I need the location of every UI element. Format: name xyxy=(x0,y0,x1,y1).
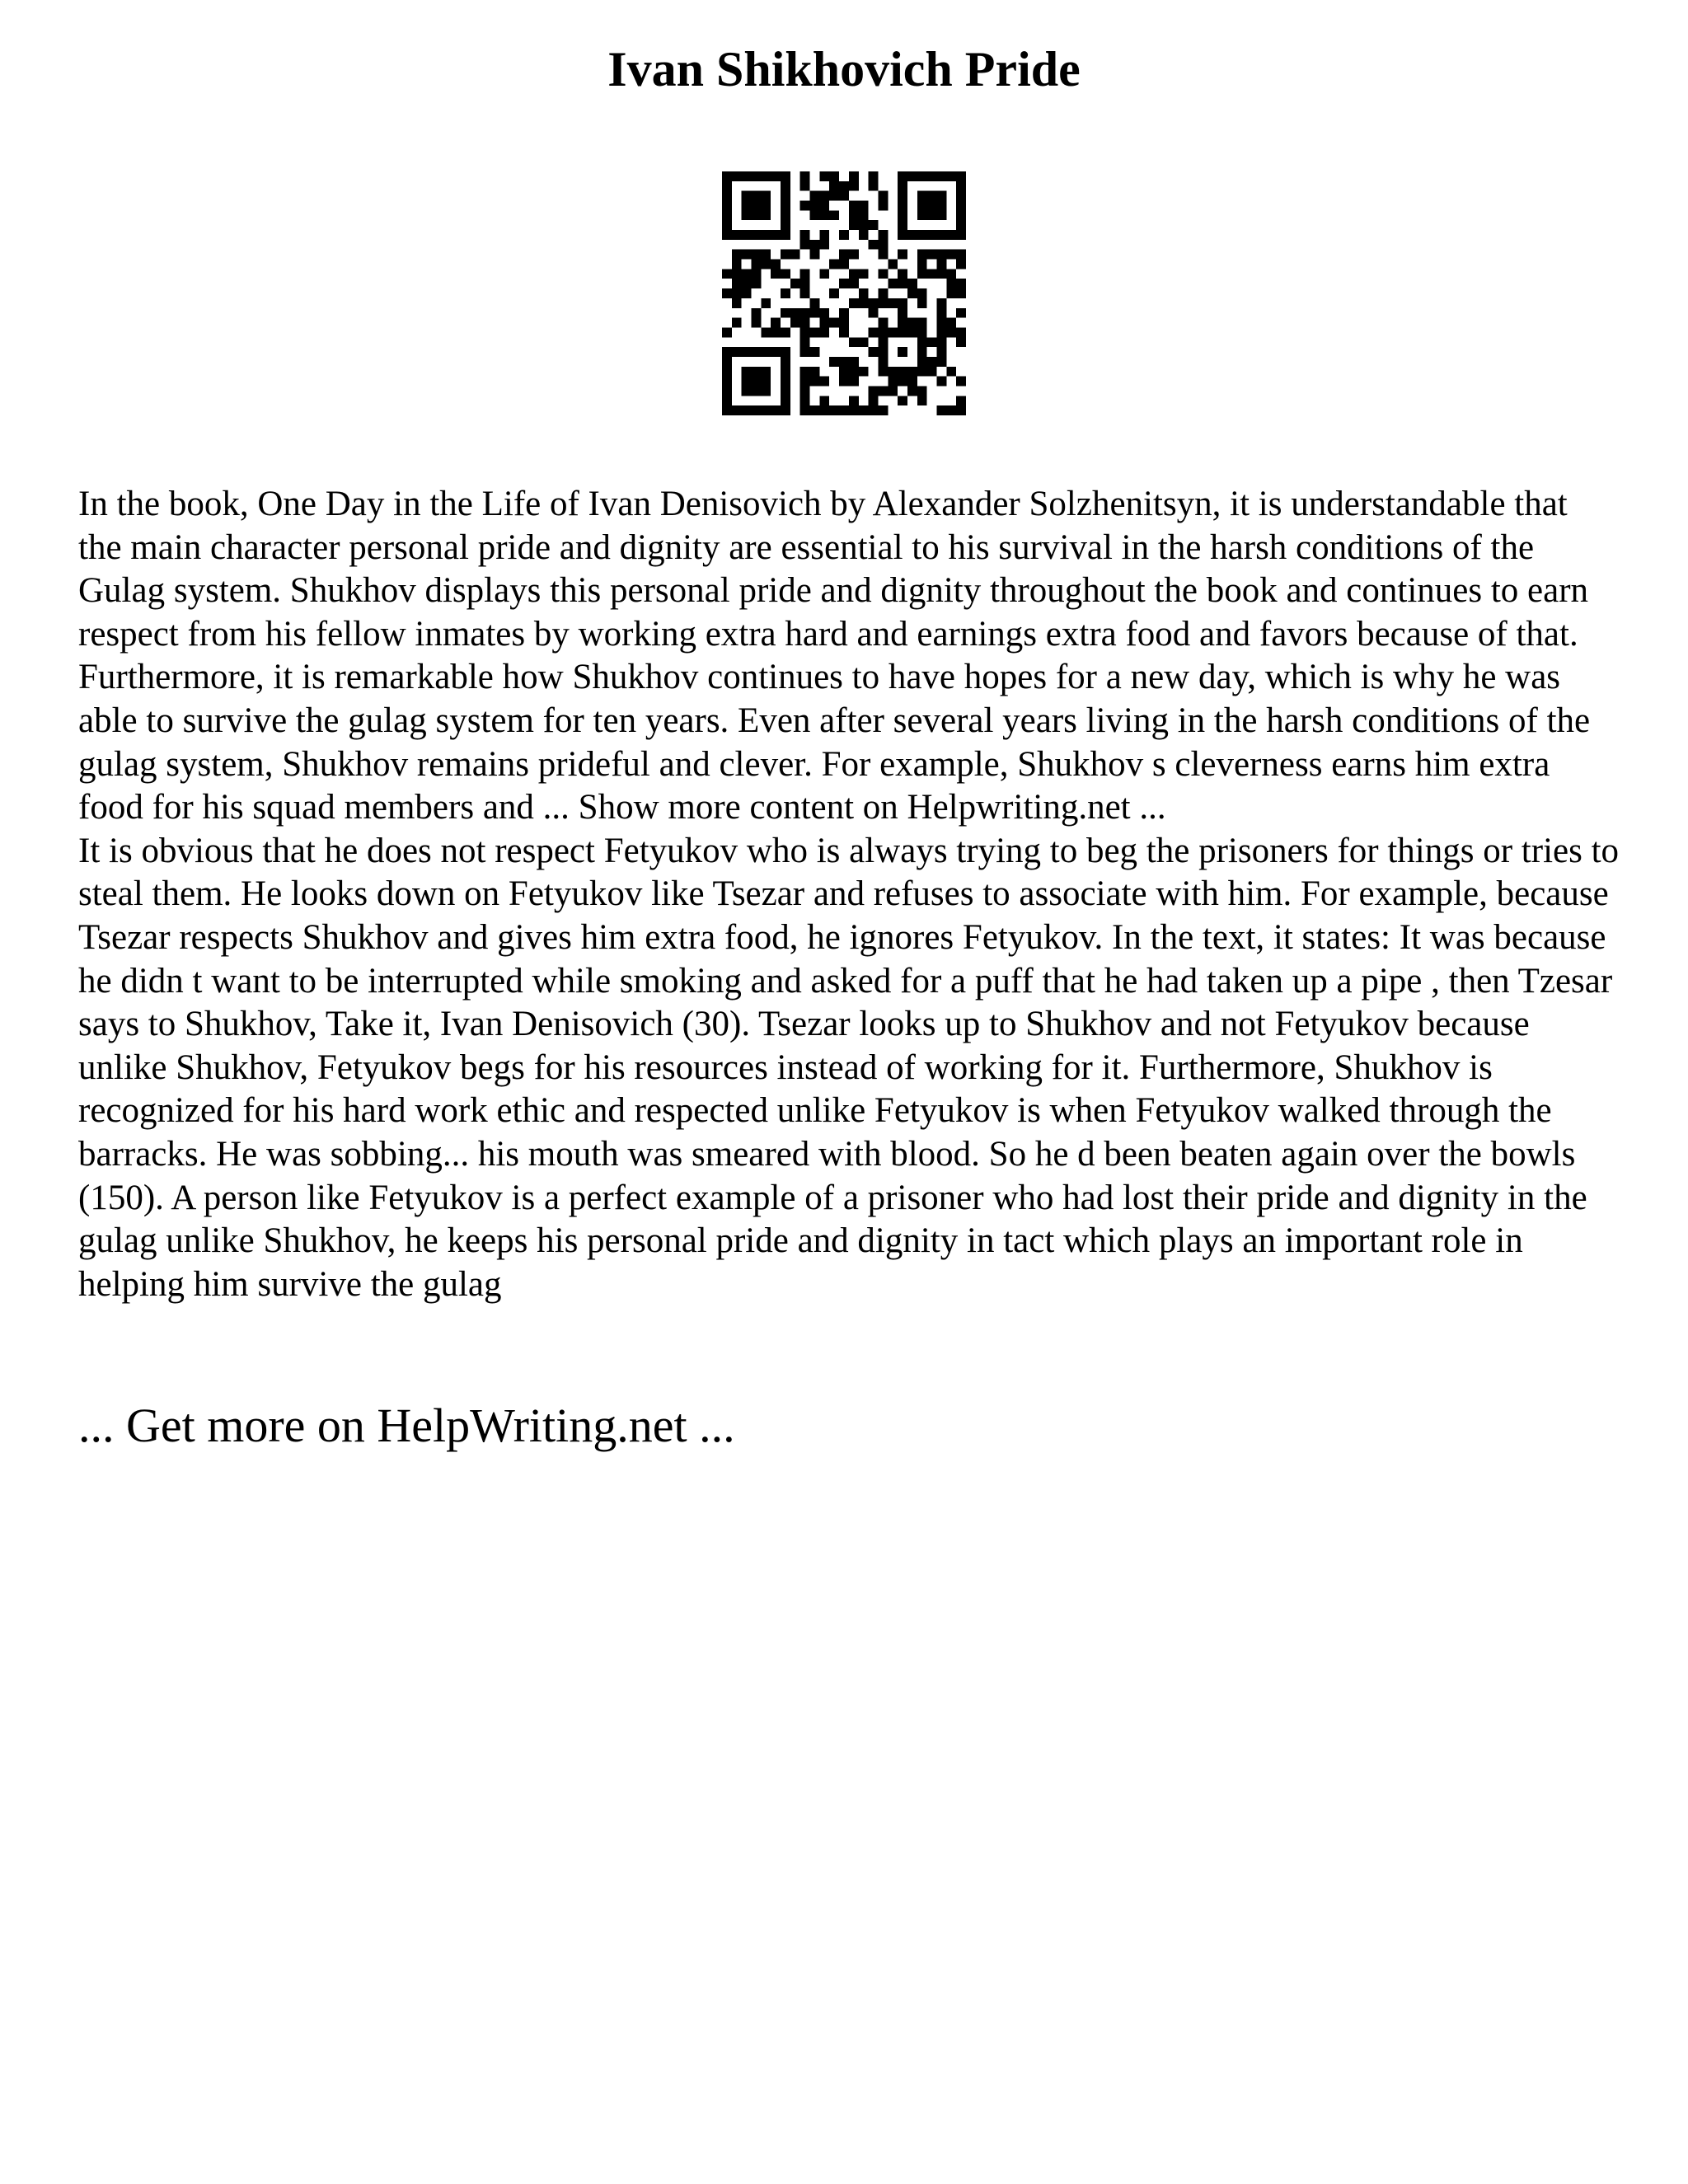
qr-code-icon xyxy=(722,171,966,415)
qr-code-graphic xyxy=(722,171,966,415)
get-more-link[interactable]: ... Get more on HelpWriting.net ... xyxy=(78,1399,735,1452)
paragraph-1: In the book, One Day in the Life of Ivan Denisovich by Alexander Solzhenitsyn, it is understandable that the main character personal pride and dignity are essential to his survival in the harsh conditions of the Gulag system. Shukhov displays this personal pride and dignity throughout the book and continues to earn respect from his fellow inmates by working extra hard and earnings extra food and favors because of that. Furthermore, it is remarkable how Shukhov continues to have hopes for a new day, which is why he was able to survive the gulag system for ten years. Even after several years living in the harsh conditions of the gulag system, Shukhov remains prideful and clever. For example, Shukhov s cleverness earns him extra food for his squad members and ... Show more content on Helpwriting.net ... xyxy=(78,485,1591,827)
page-title: Ivan Shikhovich Pride xyxy=(607,42,1081,96)
article-body xyxy=(78,483,1620,1306)
paragraph-2: It is obvious that he does not respect Fetyukov who is always trying to beg the prisoners for things or tries to steal them. He looks down on Fetyukov like Tsezar and refuses to associate with him. For example, because Tsezar respects Shukhov and gives him extra food, he ignores Fetyukov. In the text, it states: It was because he didn t want to be interrupted while smoking and asked for a puff that he had taken up a pipe , then Tzesar says to Shukhov, Take it, Ivan Denisovich (30). Tsezar looks up to Shukhov and not Fetyukov because unlike Shukhov, Fetyukov begs for his resources instead of working for it. Furthermore, Shukhov is recognized for his hard work ethic and respected unlike Fetyukov is when Fetyukov walked through the barracks. He was sobbing... his mouth was smeared with blood. So he d been beaten again over the bowls (150). A person like Fetyukov is a perfect example of a prisoner who had lost their pride and dignity in the gulag unlike Shukhov, he keeps his personal pride and dignity in tact which plays an important role in helping him survive the gulag xyxy=(78,831,1620,1304)
